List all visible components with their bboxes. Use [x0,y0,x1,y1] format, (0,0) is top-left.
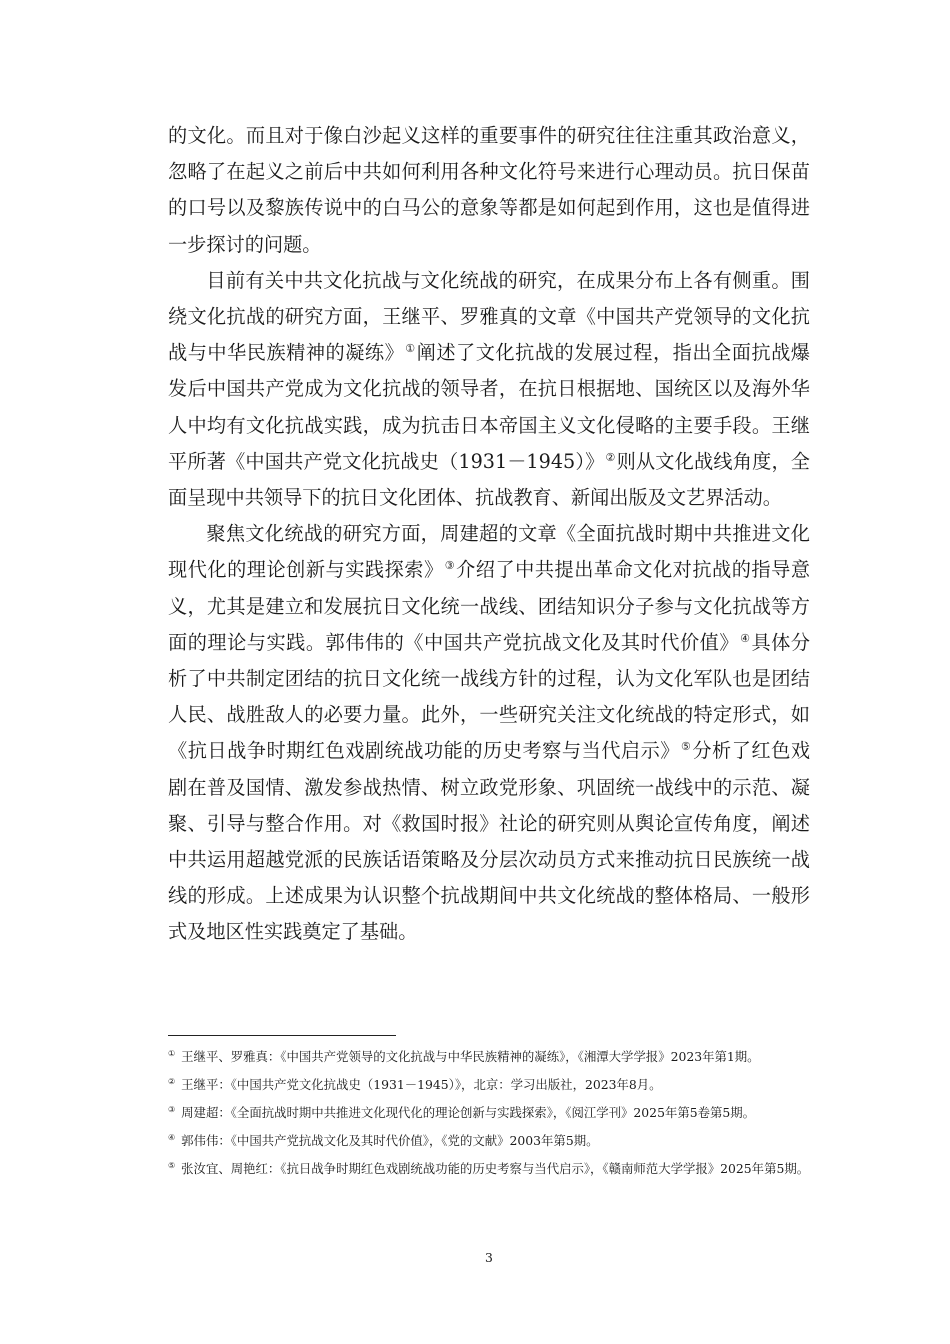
paragraph-text: 则从文化战线角度，全面呈现中共领导下的抗日文化团体、抗战教育、新闻出版及文艺界活动。 [168,449,810,510]
footnote-3 [168,1103,810,1123]
footnote-mark: ③ [168,1105,176,1114]
paragraph-text: 介绍了中共提出革命文化对抗战的指导意义，尤其是建立和发展抗日文化统一战线、团结知识分子参与文化抗战等方面的理论与实践。郭伟伟的《中国共产党抗战文化及其时代价值》 [168,558,811,654]
footnote-reference-1[interactable]: ① [405,342,416,356]
footnote-reference-3[interactable]: ③ [444,559,456,573]
footnote-1 [168,1047,810,1067]
footnote-text: 王继平、罗雅真：《中国共产党领导的文化抗战与中华民族精神的凝练》，《湘潭大学学报》2023年第1期。 [181,1049,760,1064]
paragraph-text: 具体分析了中共制定团结的抗日文化统一战线方针的过程，认为文化军队也是团结人民、战胜敌人的必要力量。此外，一些研究关注文化统战的特定形式，如《抗日战争时期红色戏剧统战功能的历史考察与当代启示》 [168,630,811,763]
paragraph-text: 目前有关中共文化抗战与文化统战的研究，在成果分布上各有侧重。围绕文化抗战的研究方面，王继平、罗雅真的文章《中国共产党领导的文化抗战与中华民族精神的凝练》 [168,268,810,365]
footnotes [168,1047,810,1187]
paragraph-3 [168,516,810,950]
footnote-mark: ② [168,1077,176,1086]
paragraph-text: 的文化。而且对于像白沙起义这样的重要事件的研究往往注重其政治意义，忽略了在起义之前后中共如何利用各种文化符号来进行心理动员。抗日保苗的口号以及黎族传说中的白马公的意象等都是如何起到作用，这也是值得进一步探讨的问题。 [168,124,810,256]
footnote-mark: ① [168,1049,176,1058]
footnote-reference-5[interactable]: ⑤ [680,740,692,754]
footnote-text: 王继平：《中国共产党文化抗战史（1931－1945）》，北京：学习出版社，2023年8月。 [181,1077,662,1092]
footnote-4 [168,1131,810,1151]
footnote-mark: ⑤ [168,1161,176,1170]
footnote-mark: ④ [168,1133,176,1142]
body-text [168,118,810,951]
page-number: 3 [485,1250,493,1265]
footnote-reference-4[interactable]: ④ [740,631,751,645]
footnote-text: 张汝宜、周艳红：《抗日战争时期红色戏剧统战功能的历史考察与当代启示》，《赣南师范大学学报》2025年第5期。 [181,1161,810,1176]
paragraph-2 [168,263,810,516]
footnote-reference-2[interactable]: ② [605,450,616,464]
paragraph-text: 分析了红色戏剧在普及国情、激发参战热情、树立政党形象、巩固统一战线中的示范、凝聚、引导与整合作用。对《救国时报》社论的研究则从舆论宣传角度，阐述中共运用超越党派的民族话语策略及分层次动员方式来推动抗日民族统一战线的形成。上述成果为认识整个抗战期间中共文化统战的整体格局、一般形式及地区性实践奠定了基础。 [168,739,811,944]
footnote-separator [168,1035,396,1036]
footnote-text: 周建超：《全面抗战时期中共推进文化现代化的理论创新与实践探索》，《阅江学刊》2025年第5卷第5期。 [181,1105,756,1120]
footnote-text: 郭伟伟：《中国共产党抗战文化及其时代价值》，《党的文献》2003年第5期。 [181,1133,599,1148]
paragraph-text: 聚焦文化统战的研究方面，周建超的文章《全面抗战时期中共推进文化现代化的理论创新与实践探索》 [168,522,810,582]
paragraph-text: 阐述了文化抗战的发展过程，指出全面抗战爆发后中国共产党成为文化抗战的领导者，在抗日根据地、国统区以及海外华人中均有文化抗战实践，成为抗击日本帝国主义文化侵略的主要手段。王继平所著《中国共产党文化抗战史（1931－1945）》 [168,341,810,473]
footnote-5 [168,1159,810,1179]
footnote-2 [168,1075,810,1095]
paragraph-1 [168,118,810,263]
